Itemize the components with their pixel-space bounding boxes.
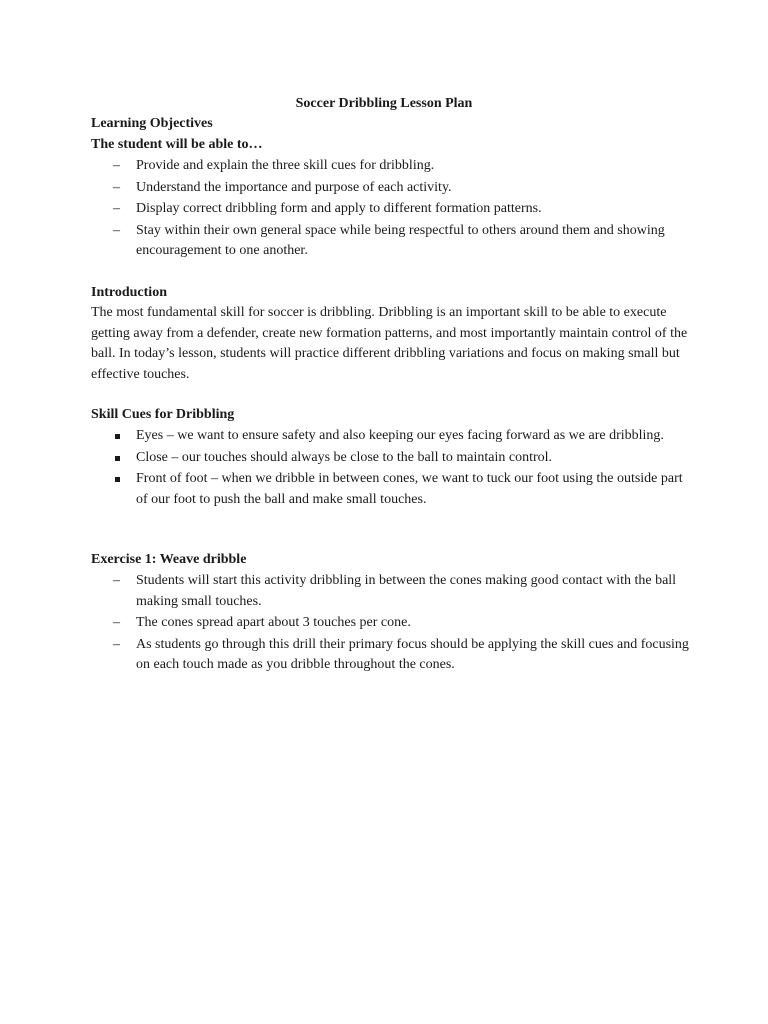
dash-marker: – xyxy=(113,201,120,216)
list-item xyxy=(91,156,691,177)
objectives-list xyxy=(91,156,691,263)
skill-cue-text: Front of foot – when we dribble in between cones, we want to tuck our foot using the outside part of our foot to push the ball and make small touches. xyxy=(136,471,683,507)
introduction-heading: Introduction xyxy=(91,285,167,300)
dash-marker: – xyxy=(113,636,120,652)
list-item xyxy=(91,221,691,262)
skill-cue-text: Eyes – we want to ensure safety and also keeping our eyes facing forward as we are dribbling. xyxy=(136,428,664,443)
list-item xyxy=(91,199,691,220)
square-bullet-icon xyxy=(115,477,120,482)
square-bullet-icon xyxy=(115,434,120,439)
exercise-step-text: The cones spread apart about 3 touches per cone. xyxy=(136,615,411,630)
list-item xyxy=(91,426,691,447)
list-item xyxy=(91,178,691,199)
dash-marker: – xyxy=(113,222,120,238)
exercise-1-heading: Exercise 1: Weave dribble xyxy=(91,552,247,567)
list-item xyxy=(91,469,691,510)
dash-marker: – xyxy=(113,158,120,173)
list-item xyxy=(91,448,691,469)
skill-cue-text: Close – our touches should always be close to the ball to maintain control. xyxy=(136,449,553,465)
page-title: Soccer Dribbling Lesson Plan xyxy=(295,96,473,111)
exercise-step-text: As students go through this drill their primary focus should be applying the skill cues and focusing on each touch made as you dribble throughout the cones. xyxy=(136,636,689,672)
list-item xyxy=(91,571,691,612)
list-item xyxy=(91,613,691,634)
skill-cues-heading: Skill Cues for Dribbling xyxy=(91,407,235,422)
dash-marker: – xyxy=(113,615,120,630)
list-item xyxy=(91,635,691,676)
square-bullet-icon xyxy=(115,456,120,461)
objective-text: Provide and explain the three skill cues for dribbling. xyxy=(136,158,435,173)
dash-marker: – xyxy=(113,179,120,195)
objectives-subheading: The student will be able to… xyxy=(91,137,263,152)
introduction-paragraph: The most fundamental skill for soccer is dribbling. Dribbling is an important skill to be able to execute getting away from a defender, create new formation patterns, and most importantly maintain control of the ball. In today’s lesson, students will practice different dribbling variations and focus on making small but effective touches. xyxy=(91,305,688,382)
dash-marker: – xyxy=(113,573,120,588)
objective-text: Stay within their own general space while being respectful to others around them and showing encouragement to one another. xyxy=(136,222,665,258)
skill-cues-list xyxy=(91,426,691,511)
exercise-step-text: Students will start this activity dribbling in between the cones making good contact with the ball making small touches. xyxy=(136,573,677,609)
learning-objectives-heading: Learning Objectives xyxy=(91,116,213,131)
objective-text: Display correct dribbling form and apply to different formation patterns. xyxy=(136,201,542,216)
objective-text: Understand the importance and purpose of each activity. xyxy=(136,179,452,195)
exercise-1-list xyxy=(91,571,691,677)
